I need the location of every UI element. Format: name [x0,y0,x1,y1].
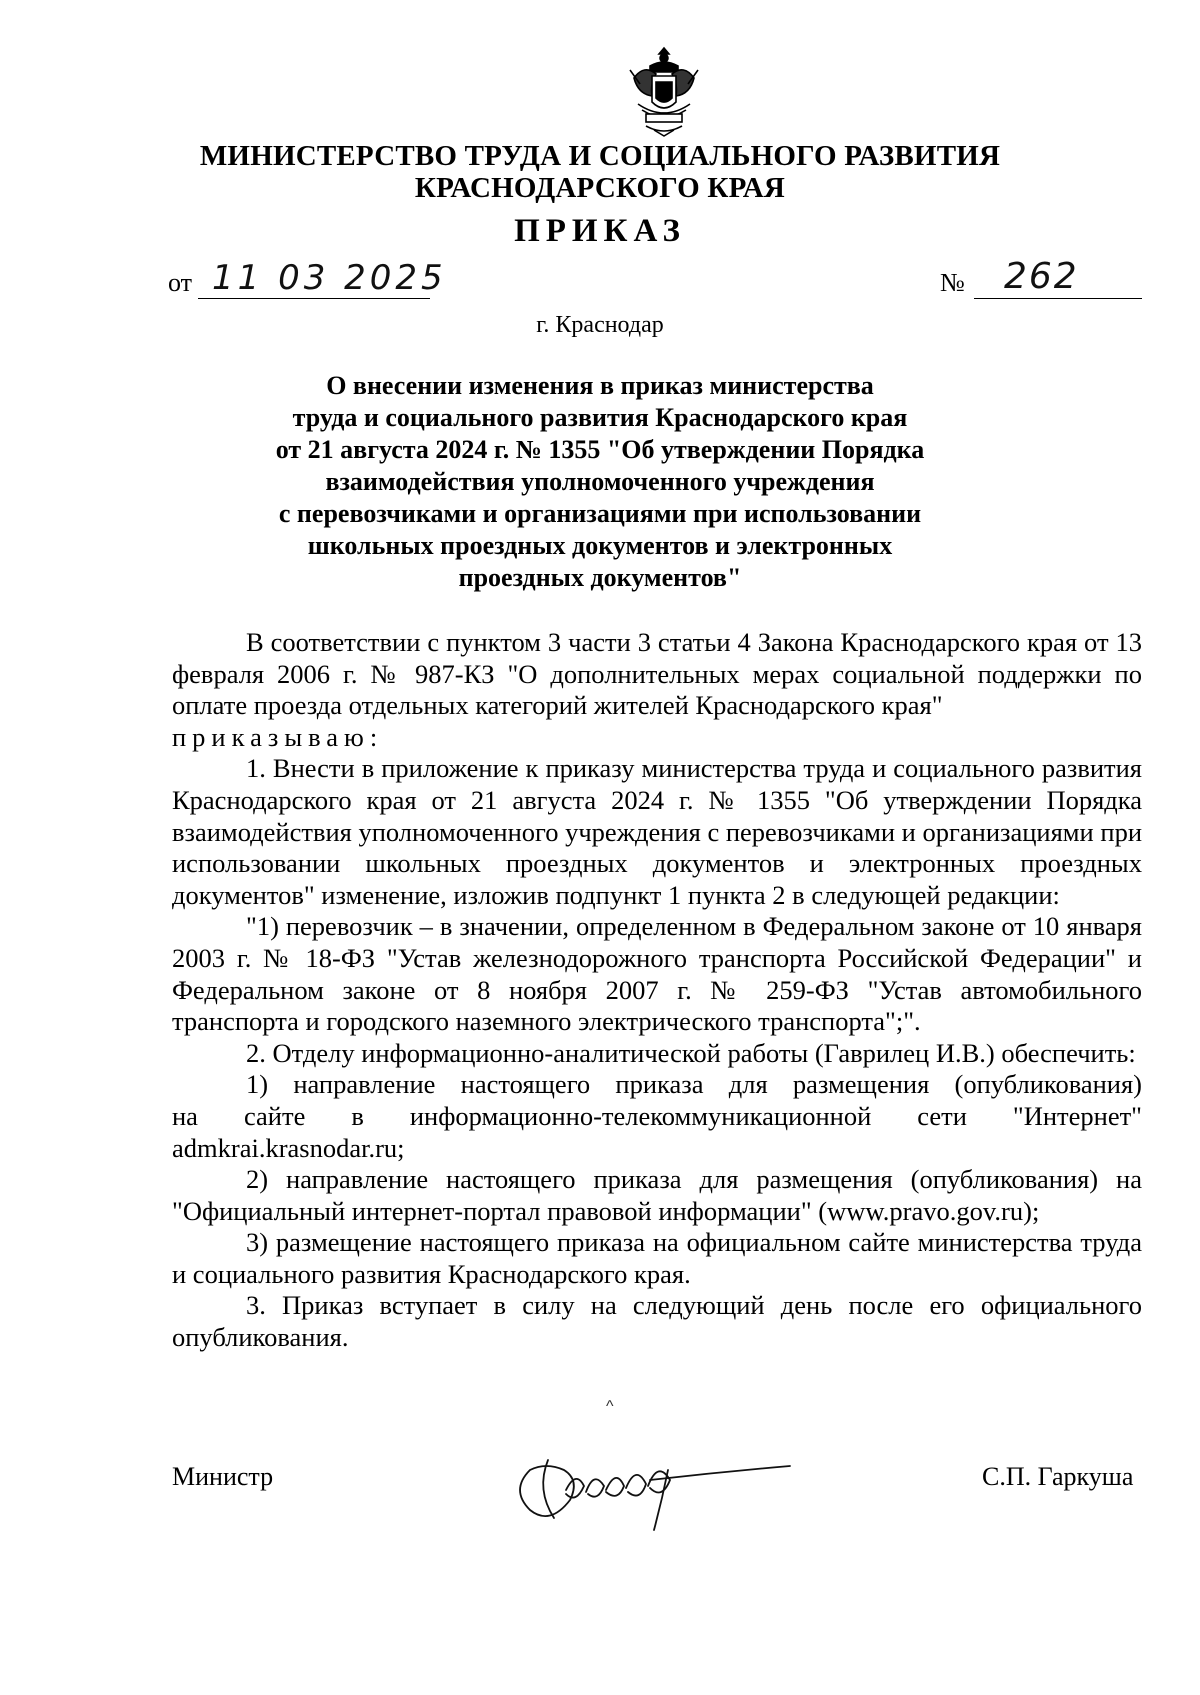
city-name: г. Краснодар [536,312,664,338]
item-2-sub-1-line-2: на сайте в информационно-телекоммуникационной сети "Интернет" [172,1100,1142,1131]
item-2-sub-1-line-3: admkrai.krasnodar.ru; [172,1132,405,1163]
document-type-title: ПРИКАЗ [514,213,686,249]
ministry-line-2: КРАСНОДАРСКОГО КРАЯ [414,172,786,204]
order-word: приказываю: [172,721,384,752]
subject-line: школьных проездных документов и электронных [307,531,893,560]
number-underline [974,298,1142,299]
coat-of-arms-emblem [624,44,704,140]
subject-line: проездных документов" [458,563,742,592]
item-3-paragraph: 3. Приказ вступает в силу на следующий день после его официального опубликования. [172,1290,1142,1353]
item-2-sub-2-paragraph: 2) направление настоящего приказа для размещения (опубликования) на "Официальный интернет-портал правовой информации" (www.pravo.gov.ru); [172,1164,1142,1226]
handwritten-number: 262 [1004,256,1079,297]
item-2-sub-1-line-1: 1) направление настоящего приказа для размещения (опубликования) [246,1069,1142,1100]
signatory-name: С.П. Гаркуша [982,1462,1134,1491]
subject-line: с перевозчиками и организациями при использовании [278,499,922,528]
number-label: № [940,268,965,297]
ministry-line-1: МИНИСТЕРСТВО ТРУДА И СОЦИАЛЬНОГО РАЗВИТИЯ [199,140,1001,172]
subject-line: труда и социального развития Краснодарского края [292,403,908,432]
item-1-paragraph: 1. Внести в приложение к приказу министерства труда и социального развития Краснодарского края от 21 августа 2024 г. № 1355 "Об утверждении Порядка взаимодействия уполномоченного учреждения с перевозчиками и организациями при использовании школьных проездных документов и электронных проездных документов" изменение, изложив подпункт 1 пункта 2 в следующей редакции: [172,753,1142,910]
subject-line: О внесении изменения в приказ министерства [326,371,874,400]
ministry-name [0,140,1200,204]
handwritten-date: 11 03 2025 [212,258,447,298]
order-body [172,627,1142,1354]
subject-line: взаимодействия уполномоченного учреждения [325,467,875,496]
signatory-title: Министр [172,1462,274,1491]
preamble-paragraph: В соответствии с пунктом 3 части 3 статьи 4 Закона Краснодарского края от 13 февраля 2006 г. № 987-КЗ "О дополнительных мерах социальной поддержки по оплате проезда отдельных категорий жителей Краснодарского края" [172,627,1142,721]
item-1-quote-paragraph: "1) перевозчик – в значении, определенном в Федеральном законе от 10 января 2003 г. № 18-ФЗ "Устав железнодорожного транспорта Российской Федерации" и Федеральном законе от 8 ноября 2007 г. № 259-ФЗ "Устав автомобильного транспорта и городского наземного электрического транспорта";". [172,911,1142,1037]
item-2-sub-3-paragraph: 3) размещение настоящего приказа на официальном сайте министерства труда и социального развития Краснодарского края. [172,1227,1142,1289]
item-2-paragraph: 2. Отделу информационно-аналитической работы (Гаврилец И.В.) обеспечить: [246,1037,1136,1068]
date-label: от [168,268,193,297]
insertion-mark: ^ [606,1398,614,1415]
subject-line: от 21 августа 2024 г. № 1355 "Об утверждении Порядка [275,435,925,464]
date-underline [198,298,430,299]
order-subject [0,370,1200,594]
handwritten-signature [500,1440,800,1540]
